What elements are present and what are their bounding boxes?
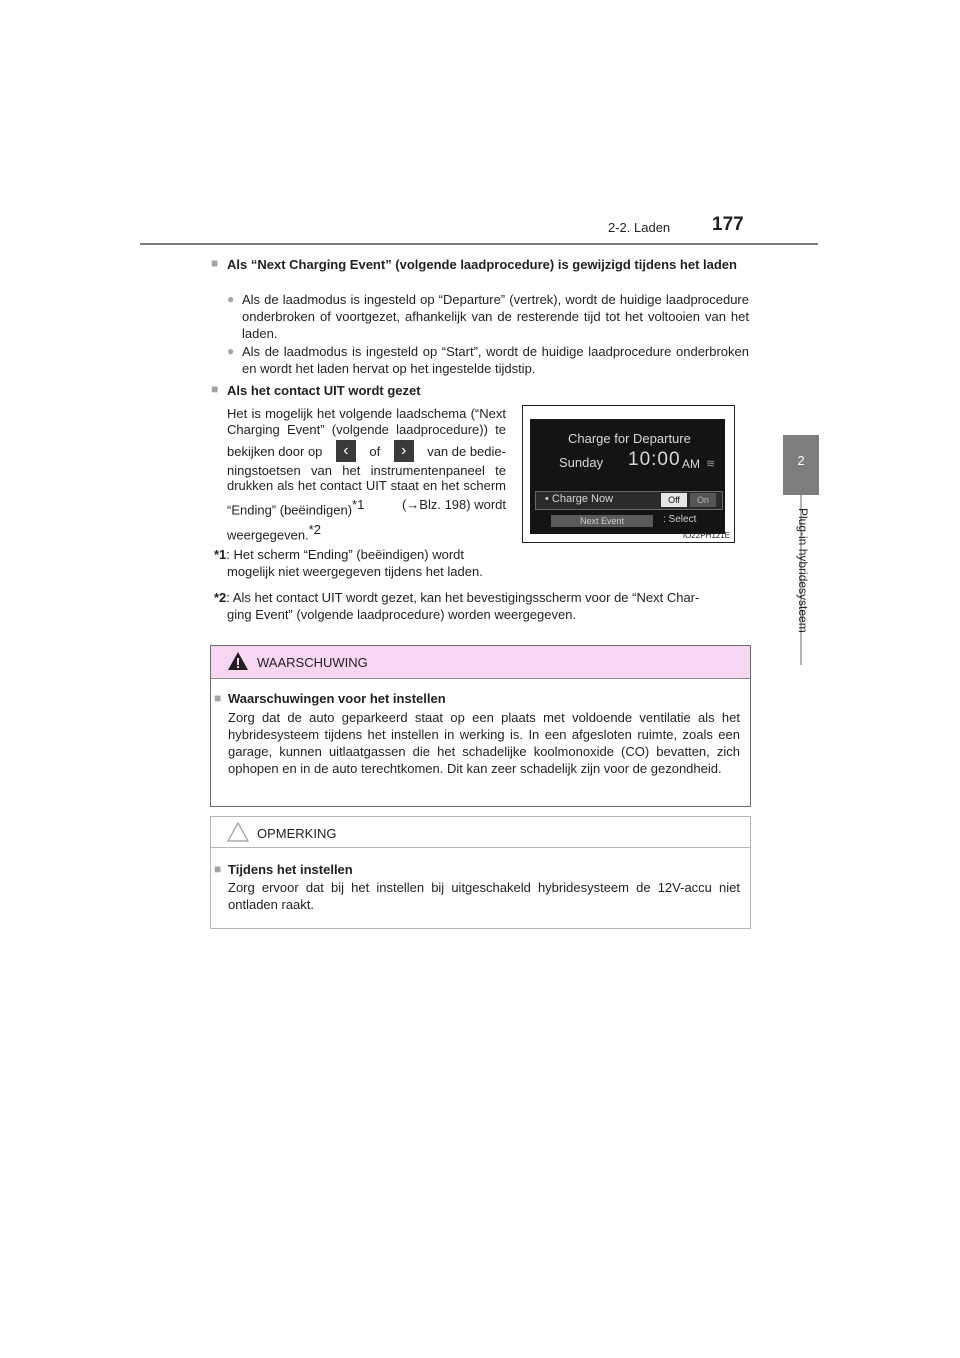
figure-code: IO22PH121E [682, 531, 730, 540]
note-header [211, 817, 750, 848]
section1-heading: Als “Next Charging Event” (volgende laadprocedure) is gewijzigd tijdens het laden [227, 257, 737, 272]
display-ampm: AM [682, 457, 700, 471]
heater-icon: ≋ [706, 458, 716, 470]
warning-heading: Waarschuwingen voor het instellen [228, 691, 446, 706]
note-heading: Tijdens het instellen [228, 862, 353, 877]
round-bullet-icon: ● [227, 344, 235, 358]
display-footer [535, 514, 721, 529]
square-bullet-icon: ■ [214, 691, 222, 705]
section2-line1: Het is mogelijk het volgende laadschema (“Next [227, 406, 506, 421]
charge-now-row: • Charge Now Off On [535, 491, 723, 510]
section2-line2: Charging Event” (volgende laadprocedure)) te [227, 422, 506, 437]
on-toggle: On [690, 493, 716, 507]
square-bullet-icon: ■ [214, 862, 222, 876]
left-button-icon: ‹ [336, 440, 356, 462]
section1-bullet1: Als de laadmodus is ingesteld op “Departure” (vertrek), wordt de huidige laadprocedure onderbroken of voortgezet, afhankelijk van de resterende tijd tot het voltooien van het laden. [242, 292, 749, 341]
footnote-2: *2: Als het contact UIT wordt gezet, kan het bevestigingsscherm voor de “Next Char- ging Event” (volgende laadprocedure) worden weergegeven. [214, 590, 700, 622]
square-bullet-icon: ■ [211, 382, 219, 396]
section2-line3: bekijken door op ‹ of › van de bedie- [227, 440, 506, 462]
right-button-icon: › [394, 440, 414, 462]
note-body: Zorg ervoor dat bij het instellen bij uitgeschakeld hybridesysteem de 12V-accu niet ontladen raakt. [228, 880, 740, 912]
section2-heading: Als het contact UIT wordt gezet [227, 383, 421, 398]
note-triangle-icon [227, 821, 249, 843]
select-label: : Select [663, 514, 697, 525]
footnote-1: *1: Het scherm “Ending” (beëindigen) wordt mogelijk niet weergegeven tijdens het laden. [214, 547, 483, 579]
chapter-label: Plug-in hybridesysteem [796, 508, 810, 633]
warning-title: WAARSCHUWING [257, 655, 368, 670]
dashboard-screen-figure [522, 405, 735, 543]
note-title: OPMERKING [257, 826, 337, 841]
warning-header [211, 646, 750, 679]
note-box [210, 816, 751, 929]
square-bullet-icon: ■ [211, 256, 219, 270]
display-day: Sunday [559, 455, 604, 470]
section2-line5: drukken als het contact UIT staat en het scherm [227, 478, 506, 493]
warning-box [210, 645, 751, 807]
page-number: 177 [712, 214, 744, 235]
header-divider [140, 243, 818, 245]
section-title: 2-2. Laden [608, 220, 671, 235]
display-time: 10:00 [628, 449, 681, 470]
display-title: Charge for Departure [568, 431, 691, 446]
instrument-display [530, 419, 725, 534]
warning-triangle-icon [227, 650, 249, 672]
off-toggle: Off [661, 493, 687, 507]
section2-line6: “Ending” (beëindigen)$^{*1}$ (→Blz. 198) wordt [227, 497, 506, 518]
round-bullet-icon: ● [227, 292, 235, 306]
section1-bullet2: Als de laadmodus is ingesteld op “Start”, wordt de huidige laadprocedure onderbroken en wordt het laden hervat op het ingestelde tijdstip. [242, 344, 749, 376]
warning-body: Zorg dat de auto geparkeerd staat op een plaats met voldoende ventilatie als het hybridesysteem tijdens het instellen in werking is. In een afgesloten ruimte, zoals een garage, kunnen uitlaatgassen die het schadelijke koolmonoxide (CO) bevatten, zich ophopen en in de auto terechtkomen. Dit kan zeer schadelijk zijn voor de gezondheid. [228, 710, 740, 776]
section2-line7: weergegeven.$^{*2}$ [227, 522, 321, 543]
chapter-tab: 2 [783, 435, 819, 495]
next-event-label: Next Event [551, 515, 653, 527]
section2-line4: ningstoetsen van het instrumentenpaneel te [227, 463, 506, 478]
